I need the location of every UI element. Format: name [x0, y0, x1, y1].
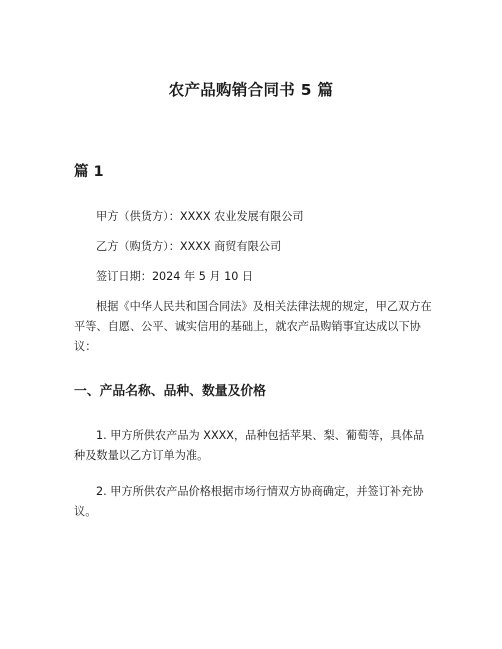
- party-b-line: 乙方（购货方）：XXXX 商贸有限公司: [96, 240, 282, 253]
- document-title: 农产品购销合同书 5 篇: [168, 81, 334, 99]
- sign-date-line: 签订日期：2024 年 5 月 10 日: [96, 270, 254, 283]
- party-a-line: 甲方（供货方）：XXXX 农业发展有限公司: [96, 210, 304, 223]
- clause-item: 1. 甲方所供农产品为 XXXX，品种包括苹果、梨、葡萄等，具体品种及数量以乙方订单为准。: [74, 429, 425, 462]
- clause-heading: 一、产品名称、品种、数量及价格: [74, 384, 266, 399]
- clause-item: 2. 甲方所供农产品价格根据市场行情双方协商确定，并签订补充协议。: [74, 485, 424, 518]
- intro-paragraph: 根据《中华人民共和国合同法》及相关法律法规的规定，甲乙双方在平等、自愿、公平、诚实信用的基础上，就农产品购销事宜达成以下协议：: [74, 300, 432, 353]
- section-heading: 篇 1: [74, 164, 104, 180]
